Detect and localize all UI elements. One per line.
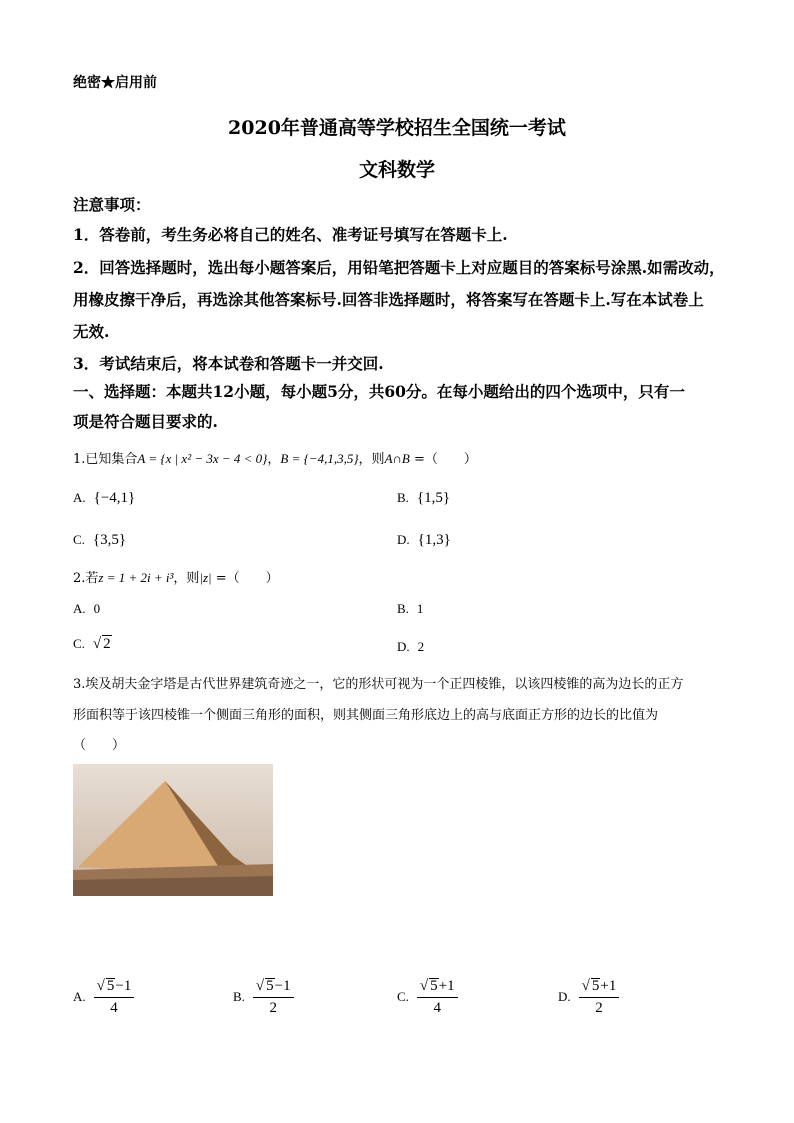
question-3-line-3: （ ） xyxy=(73,738,126,753)
question-1-stem xyxy=(73,448,477,467)
question-1-set-b: B = {−4,1,3,5} xyxy=(280,451,359,466)
question-1-sep: ， xyxy=(267,452,281,467)
option-value: 1 xyxy=(416,601,424,616)
fraction-radicand: 5 xyxy=(430,978,438,994)
question-2-prefix: 2.若 xyxy=(73,571,99,586)
option-value: {−4,1} xyxy=(93,490,136,506)
option-label: C. xyxy=(73,532,85,547)
sqrt-sign: √ xyxy=(96,978,105,994)
question-1-option-d xyxy=(397,529,451,549)
question-1-expr: A∩B xyxy=(384,451,410,466)
option-label: A. xyxy=(73,601,86,616)
question-3-option-d xyxy=(558,978,619,1017)
question-2-option-b xyxy=(397,598,423,617)
question-2-mid: ，则 xyxy=(173,571,200,586)
sqrt-sign: √ xyxy=(92,636,102,652)
fraction-operator: +1 xyxy=(600,978,617,994)
question-2-suffix: =（ ） xyxy=(211,571,279,586)
fraction-denominator: 4 xyxy=(110,999,118,1016)
option-fraction xyxy=(417,978,458,1017)
notice-item-2-line-2: 用橡皮擦干净后，再选涂其他答案标号.回答非选择题时，将答案写在答题卡上.写在本试卷上 xyxy=(73,290,704,309)
question-1-option-c xyxy=(73,529,126,549)
fraction-radicand: 5 xyxy=(106,978,115,994)
option-value: 2 xyxy=(417,639,425,654)
exam-subtitle: 文科数学 xyxy=(358,159,435,181)
question-3-option-b xyxy=(233,978,294,1017)
option-label: B. xyxy=(397,490,409,505)
fraction-denominator: 4 xyxy=(433,999,442,1016)
fraction-radicand: 5 xyxy=(591,978,600,994)
fraction-numerator xyxy=(417,978,458,998)
notice-item-2-line-3: 无效. xyxy=(73,322,110,341)
question-1-prefix: 1.已知集合 xyxy=(73,452,138,467)
option-label: A. xyxy=(73,490,86,505)
option-label: A. xyxy=(73,989,86,1005)
section-1-line-1: 一、选择题：本题共12小题，每小题5分，共60分。在每小题给出的四个选项中，只有一 xyxy=(73,382,685,401)
question-1-option-a xyxy=(73,487,135,507)
question-1-mid: ，则 xyxy=(358,452,385,467)
question-1-option-b xyxy=(397,487,450,507)
option-radicand: 2 xyxy=(103,636,111,652)
question-3-line-2: 形面积等于该四棱锥一个侧面三角形的面积，则其侧面三角形底边上的高与底面正方形的边长的比值为 xyxy=(73,708,659,723)
option-fraction xyxy=(253,978,294,1017)
pyramid-photo xyxy=(73,764,273,896)
fraction-operator: +1 xyxy=(438,978,455,994)
option-label: B. xyxy=(233,989,245,1005)
question-2-stem xyxy=(73,567,279,586)
option-label: B. xyxy=(397,601,409,616)
fraction-operator: −1 xyxy=(115,978,132,994)
question-3-option-a xyxy=(73,978,134,1017)
exam-title: 2020年普通高等学校招生全国统一考试 xyxy=(228,117,566,139)
notice-item-3: 3．考试结束后，将本试卷和答题卡一并交回. xyxy=(73,354,384,373)
section-1-line-2: 项是符合题目要求的. xyxy=(73,412,218,431)
question-2-option-a xyxy=(73,598,100,617)
question-1-set-a: A = {x | x² − 3x − 4 < 0} xyxy=(137,451,268,466)
option-label: D. xyxy=(397,639,410,654)
question-2-option-c xyxy=(73,633,112,653)
option-value: 0 xyxy=(93,601,101,616)
question-3-option-c xyxy=(397,978,458,1017)
fraction-denominator: 2 xyxy=(269,999,278,1016)
option-value: {3,5} xyxy=(92,532,127,548)
option-fraction xyxy=(94,978,135,1017)
option-fraction xyxy=(579,978,620,1017)
option-label: D. xyxy=(558,989,571,1005)
option-label: C. xyxy=(397,989,409,1005)
option-value: {1,3} xyxy=(417,532,451,548)
question-1-suffix: =（ ） xyxy=(409,452,477,467)
fraction-numerator xyxy=(579,978,620,998)
question-2-expr: z = 1 + 2i + i³ xyxy=(98,570,174,585)
sqrt-sign: √ xyxy=(581,978,590,994)
question-3-line-1: 3.埃及胡夫金字塔是古代世界建筑奇迹之一，它的形状可视为一个正四棱锥，以该四棱锥的高为边长的正方 xyxy=(73,677,684,692)
sqrt-sign: √ xyxy=(255,978,265,994)
fraction-radicand: 5 xyxy=(266,978,274,994)
confidential-label: 绝密★启用前 xyxy=(73,75,157,91)
question-2-option-d xyxy=(397,636,424,655)
fraction-numerator xyxy=(253,978,294,998)
fraction-operator: −1 xyxy=(274,978,291,994)
option-label: C. xyxy=(73,636,85,651)
question-2-abs: |z| xyxy=(199,570,212,585)
fraction-numerator xyxy=(94,978,135,998)
notice-heading: 注意事项： xyxy=(73,195,151,214)
fraction-denominator: 2 xyxy=(595,999,603,1016)
notice-item-1: 1．答卷前，考生务必将自己的姓名、准考证号填写在答题卡上. xyxy=(73,225,508,244)
notice-item-2-line-1: 2．回答选择题时，选出每小题答案后，用铅笔把答题卡上对应题目的答案标号涂黑.如需改动， xyxy=(73,258,725,277)
option-value: {1,5} xyxy=(416,490,451,506)
sqrt-sign: √ xyxy=(419,978,429,994)
option-label: D. xyxy=(397,532,410,547)
